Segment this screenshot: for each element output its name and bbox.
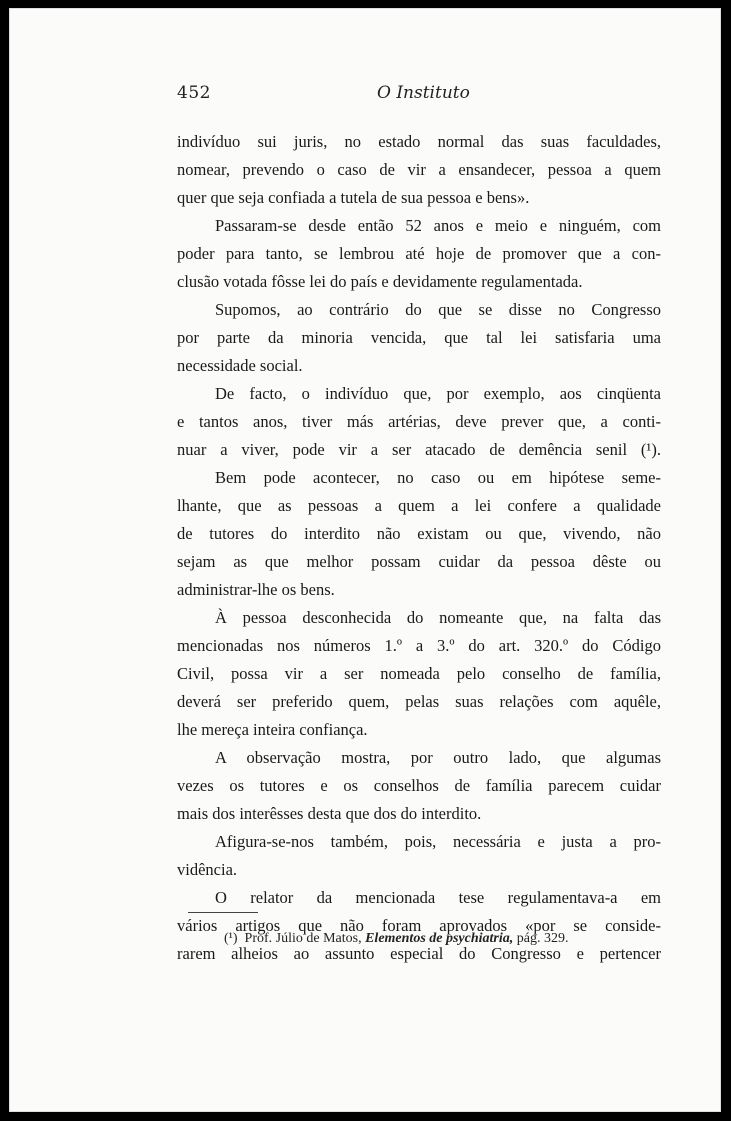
text-line: À pessoa desconhecida do nomeante que, na falta das (215, 608, 661, 627)
text-line: mencionadas nos números 1.º a 3.º do art. 320.º do Código (177, 636, 661, 655)
footnote-author: Prof. Júlio de Matos, (244, 931, 362, 946)
footnote-page: pág. 329. (516, 931, 569, 946)
text-line: mais dos interêsses desta que dos do interdito. (177, 804, 482, 823)
text-line: clusão votada fôsse lei do país e devidamente regulamentada. (177, 272, 583, 291)
text-line: Bem pode acontecer, no caso ou em hipótese seme- (215, 468, 661, 487)
running-title: O Instituto (377, 83, 470, 103)
text-line: administrar-lhe os bens. (177, 580, 335, 599)
text-line: de tutores do interdito não existam ou que, vivendo, não (177, 524, 661, 543)
text-line: necessidade social. (177, 356, 303, 375)
text-line: vidência. (177, 860, 238, 879)
text-line: lhe mereça inteira confiança. (177, 720, 368, 739)
text-line: O relator da mencionada tese regulamentava-a em (215, 888, 661, 907)
footnote-marker: (¹) (224, 931, 238, 946)
text-line: rarem alheios ao assunto especial do Congresso e pertencer (177, 944, 661, 963)
text-line: Supomos, ao contrário do que se disse no Congresso (215, 300, 661, 319)
text-line: vezes os tutores e os conselhos de família parecem cuidar (177, 776, 661, 795)
page-header (177, 83, 661, 111)
text-line: deverá ser preferido quem, pelas suas relações com aquêle, (177, 692, 661, 711)
text-line: e tantos anos, tiver más artérias, deve prever que, a conti- (177, 412, 661, 431)
text-line: indivíduo sui juris, no estado normal das suas faculdades, (177, 132, 661, 151)
page-number: 452 (177, 83, 211, 103)
text-line: Civil, possa vir a ser nomeada pelo conselho de família, (177, 664, 661, 683)
text-line: por parte da minoria vencida, que tal lei satisfaria uma (177, 328, 661, 347)
text-line: quer que seja confiada a tutela de sua pessoa e bens». (177, 188, 530, 207)
text-line: De facto, o indivíduo que, por exemplo, aos cinqüenta (215, 384, 661, 403)
text-line: sejam as que melhor possam cuidar da pessoa dêste ou (177, 552, 661, 571)
text-line: nomear, prevendo o caso de vir a ensandecer, pessoa a quem (177, 160, 661, 179)
text-line: Afigura-se-nos também, pois, necessária e justa a pro- (215, 832, 661, 851)
text-line: vários artigos que não foram aprovados «por se conside- (177, 916, 661, 935)
body-text (177, 128, 661, 968)
text-line: lhante, que as pessoas a quem a lei confere a qualidade (177, 496, 661, 515)
footnote-work: Elementos de psychiatria, (365, 931, 514, 946)
footnote (224, 931, 568, 947)
text-line: A observação mostra, por outro lado, que algumas (215, 748, 661, 767)
text-line: nuar a viver, pode vir a ser atacado de demência senil (¹). (177, 440, 661, 459)
text-line: poder para tanto, se lembrou até hoje de promover que a con- (177, 244, 661, 263)
text-line: Passaram-se desde então 52 anos e meio e ninguém, com (215, 216, 661, 235)
book-page (9, 8, 721, 1112)
footnote-rule (188, 912, 258, 913)
